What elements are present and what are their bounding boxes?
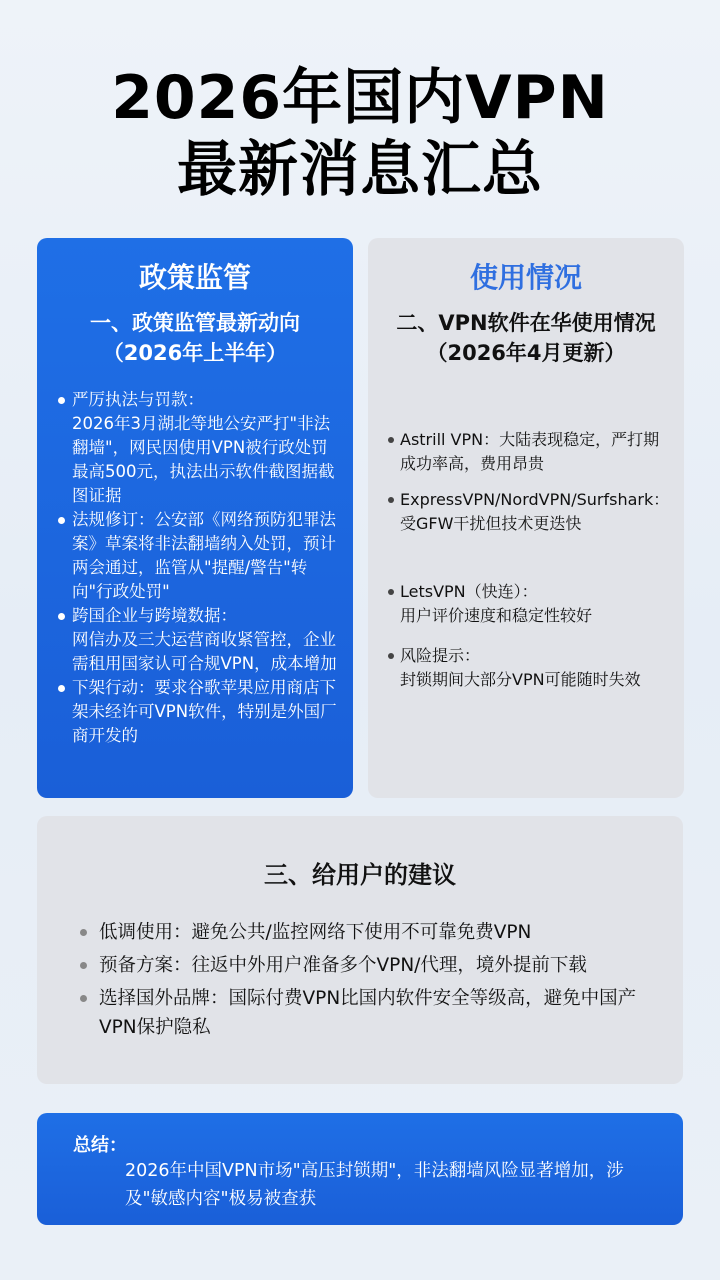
usage-item-body: 封锁期间大部分VPN可能随时失效 <box>400 670 641 689</box>
policy-item-head: 跨国企业与跨境数据： <box>72 606 237 625</box>
summary-card <box>37 1113 683 1225</box>
usage-heading: 使用情况 <box>469 261 582 294</box>
policy-item <box>57 604 341 676</box>
page-title-line2: 最新消息汇总 <box>177 135 543 205</box>
usage-item-head: Astrill VPN：大陆表现稳定，严打期成功率高，费用昂贵 <box>400 430 660 473</box>
advice-card <box>37 816 683 1084</box>
usage-item <box>386 428 674 476</box>
policy-item-body: 2026年3月湖北等地公安严打"非法翻墙"，网民因使用VPN被行政处罚最高500元，执法出示软件截图据截图证据 <box>72 414 335 505</box>
policy-item <box>57 388 341 508</box>
usage-subtitle-line1: 二、VPN软件在华使用情况 <box>396 311 656 335</box>
policy-list <box>37 388 353 748</box>
usage-subtitle <box>368 308 684 368</box>
policy-item-head: 严厉执法与罚款： <box>72 390 204 409</box>
policy-heading: 政策监管 <box>138 261 251 294</box>
policy-item <box>57 508 341 604</box>
usage-item <box>386 644 674 692</box>
usage-item <box>386 580 674 628</box>
advice-item: 选择国外品牌：国际付费VPN比国内软件安全等级高，避免中国产VPN保护隐私 <box>77 984 667 1042</box>
advice-item: 低调使用：避免公共/监控网络下使用不可靠免费VPN <box>77 918 667 947</box>
usage-item-head: 风险提示： <box>400 646 481 665</box>
usage-item-body: 用户评价速度和稳定性较好 <box>400 606 593 625</box>
summary-label: 总结： <box>73 1135 127 1156</box>
policy-card <box>37 238 353 798</box>
summary-text: 2026年中国VPN市场"高压封锁期"，非法翻墙风险显著增加，涉及"敏感内容"极易被查获 <box>125 1161 624 1209</box>
page-title <box>0 62 720 206</box>
usage-item-body: 受GFW干扰但技术更迭快 <box>400 514 582 533</box>
policy-item <box>57 676 341 748</box>
usage-card <box>368 238 684 798</box>
policy-item-head: 法规修订：公安部《网络预防犯罪法案》草案将非法翻墙纳入处罚，预计两会通过，监管从"提醒/警告"转向"行政处罚" <box>72 510 336 601</box>
page-title-line1: 2026年国内VPN <box>111 63 609 133</box>
advice-item: 预备方案：往返中外用户准备多个VPN/代理，境外提前下载 <box>77 951 667 980</box>
policy-item-body: 网信办及三大运营商收紧管控，企业需租用国家认可合规VPN，成本增加 <box>72 630 337 673</box>
policy-subtitle-line1: 一、政策监管最新动向 <box>90 311 300 335</box>
usage-subtitle-line2: （2026年4月更新） <box>426 341 626 365</box>
usage-item-head: ExpressVPN/NordVPN/Surfshark： <box>400 490 670 509</box>
usage-item-head: LetsVPN（快连）： <box>400 582 538 601</box>
usage-item <box>386 488 674 536</box>
advice-list <box>77 918 667 1046</box>
policy-subtitle-line2: （2026年上半年） <box>102 341 288 365</box>
usage-list <box>368 428 684 692</box>
advice-subtitle: 三、给用户的建议 <box>264 861 456 889</box>
policy-item-head: 下架行动：要求谷歌苹果应用商店下架未经许可VPN软件，特别是外国厂商开发的 <box>72 678 337 745</box>
policy-subtitle <box>37 308 353 368</box>
